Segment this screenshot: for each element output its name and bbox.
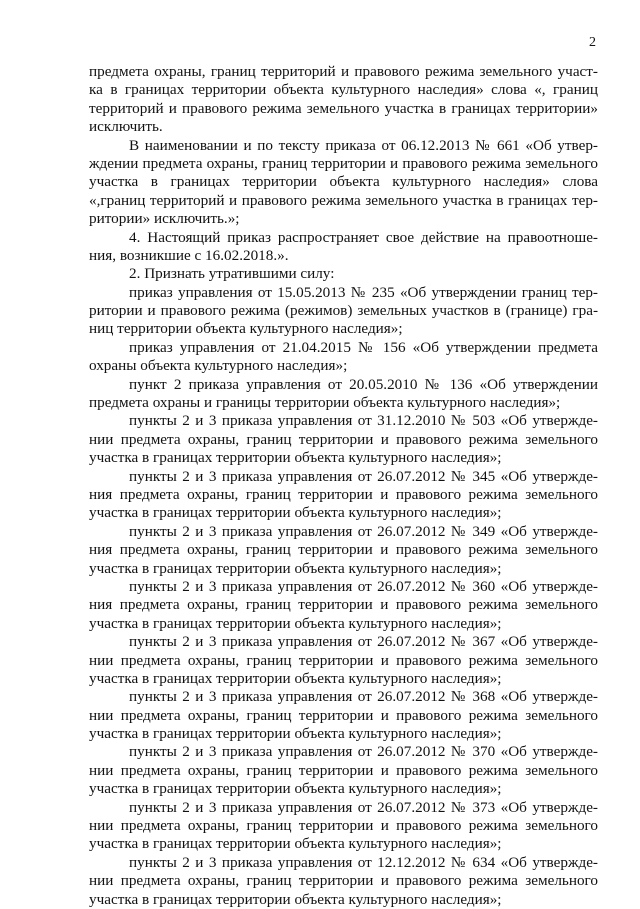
text-line: пункты 2 и 3 приказа управления от 26.07.2012 № 360 «Об утвержде- [129, 577, 598, 595]
text-line: пункты 2 и 3 приказа управления от 26.07.2012 № 345 «Об утвержде- [129, 467, 598, 485]
text-line: пункты 2 и 3 приказа управления от 31.12.2010 № 503 «Об утвержде- [129, 412, 598, 430]
text-line: ка в границах территории объекта культурного наследия» слова «, границ [89, 81, 598, 99]
text-line: «,границ территорий и правового режима земельного участка в границах тер- [89, 191, 598, 209]
text-line: участка в границах территории объекта культурного наследия»; [89, 504, 502, 522]
text-line: участка в границах территории объекта культурного наследия»; [89, 614, 502, 632]
page-number: 2 [589, 35, 596, 50]
text-line: приказ управления от 21.04.2015 № 156 «Об утверждении предмета [129, 338, 598, 356]
text-line: предмета охраны, границ территорий и правового режима земельного участ- [89, 63, 598, 80]
text-line: приказ управления от 15.05.2013 № 235 «Об утверждении границ тер- [129, 283, 598, 301]
text-line: ния, возникшие с 16.02.2018.». [89, 246, 289, 264]
text-line: 4. Настоящий приказ распространяет свое действие на правоотноше- [129, 228, 598, 246]
text-line: участка в границах территории объекта культурного наследия»; [89, 725, 502, 743]
text-line: пункты 2 и 3 приказа управления от 12.12.2012 № 634 «Об утвержде- [129, 853, 598, 871]
text-line: ритории» исключить.»; [89, 210, 240, 228]
text-line: нии предмета охраны, границ территории и правового режима земельного [89, 817, 598, 835]
text-line: территорий и правового режима земельного участка в границах территории» [89, 99, 598, 117]
text-line: ждении предмета охраны, границ территории и правового режима земельного [89, 154, 598, 172]
text-line: пункты 2 и 3 приказа управления от 26.07.2012 № 368 «Об утвержде- [129, 688, 598, 706]
document-body [89, 63, 598, 909]
text-line: пункты 2 и 3 приказа управления от 26.07.2012 № 373 «Об утвержде- [129, 798, 598, 816]
text-line: пункты 2 и 3 приказа управления от 26.07.2012 № 370 «Об утвержде- [129, 743, 598, 761]
text-line: ния предмета охраны, границ территории и правового режима земельного [89, 485, 598, 503]
text-line: ния предмета охраны, границ территории и правового режима земельного [89, 541, 598, 559]
text-line: нии предмета охраны, границ территории и правового режима земельного [89, 761, 598, 779]
text-line: участка в границах территории объекта культурного наследия» слова [89, 173, 598, 191]
text-line: участка в границах территории объекта культурного наследия»; [89, 449, 502, 467]
text-line: нии предмета охраны, границ территории и правового режима земельного [89, 430, 598, 448]
text-line: 2. Признать утратившими силу: [129, 265, 335, 283]
text-line: пункт 2 приказа управления от 20.05.2010 № 136 «Об утверждении [129, 375, 598, 393]
text-line: нии предмета охраны, границ территории и правового режима земельного [89, 651, 598, 669]
text-line: нии предмета охраны, границ территории и правового режима земельного [89, 872, 598, 890]
text-line: ритории и правового режима (режимов) земельных участков в (границе) гра- [89, 302, 598, 320]
text-line: участка в границах территории объекта культурного наследия»; [89, 835, 502, 853]
text-line: участка в границах территории объекта культурного наследия»; [89, 780, 502, 798]
text-line: охраны объекта культурного наследия»; [89, 357, 348, 375]
text-line: исключить. [89, 118, 163, 136]
text-line: ния предмета охраны, границ территории и правового режима земельного [89, 596, 598, 614]
text-line: участка в границах территории объекта культурного наследия»; [89, 559, 502, 577]
text-line: ниц территории объекта культурного наследия»; [89, 320, 403, 338]
text-line: нии предмета охраны, границ территории и правового режима земельного [89, 706, 598, 724]
text-line: участка в границах территории объекта культурного наследия»; [89, 669, 502, 687]
text-line: предмета охраны и границы территории объекта культурного наследия»; [89, 394, 561, 412]
text-line: В наименовании и по тексту приказа от 06.12.2013 № 661 «Об утвер- [129, 136, 598, 154]
text-line: пункты 2 и 3 приказа управления от 26.07.2012 № 349 «Об утвержде- [129, 522, 598, 540]
text-line: участка в границах территории объекта культурного наследия»; [89, 890, 502, 908]
text-line: пункты 2 и 3 приказа управления от 26.07.2012 № 367 «Об утвержде- [129, 633, 598, 651]
